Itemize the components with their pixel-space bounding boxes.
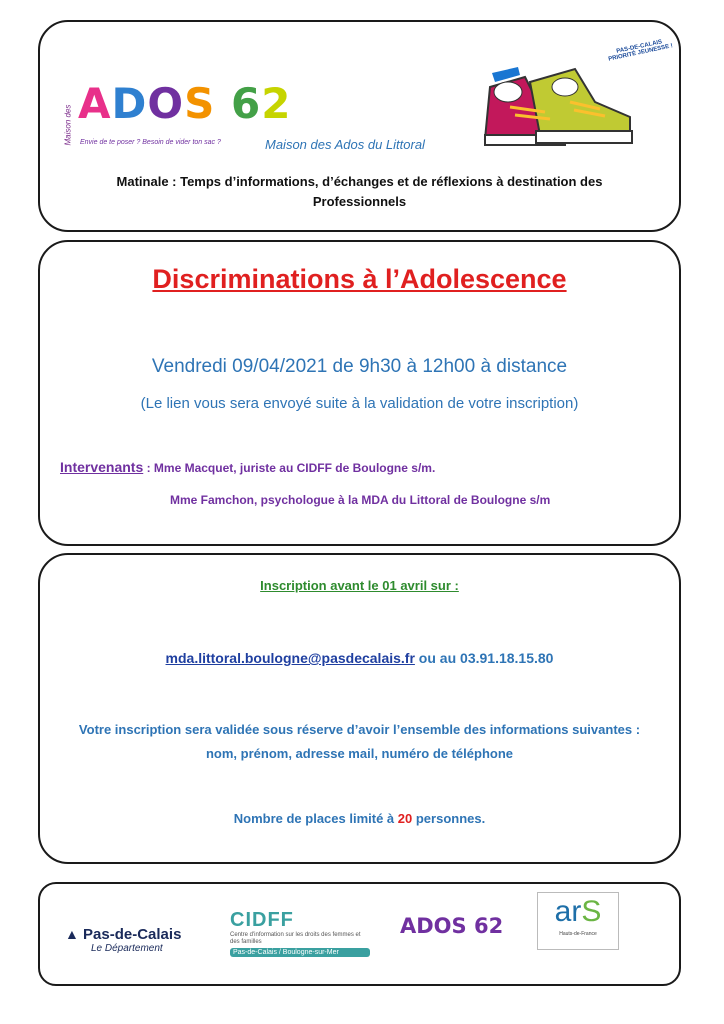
logo-letter: 6	[230, 79, 262, 128]
event-title: Discriminations à l’Adolescence	[152, 264, 567, 294]
logo-letter: A	[78, 79, 112, 128]
logo-side-text: Maison des	[63, 104, 73, 146]
logo-letter: S	[184, 79, 216, 128]
event-box	[38, 240, 681, 546]
registration-deadline: Inscription avant le 01 avril sur :	[260, 578, 459, 593]
email-link[interactable]: mda.littoral.boulogne@pasdecalais.fr	[165, 650, 415, 666]
phone-number: 03.91.18.15.80	[460, 650, 554, 666]
matinale-line: Matinale : Temps d’informations, d’échanges et de réflexions à destination des	[116, 174, 603, 189]
ados62-logo	[60, 77, 292, 157]
speakers-label: Intervenants	[60, 459, 144, 475]
ars-word	[538, 893, 618, 931]
places-prefix: Nombre de places limité à	[233, 811, 398, 826]
ars-logo	[537, 892, 619, 950]
sneakers-illustration	[470, 47, 650, 157]
logo-letter: 2	[261, 79, 292, 128]
mountain-icon: ▲	[65, 926, 79, 942]
validation-text	[40, 718, 679, 766]
header-box	[38, 20, 681, 232]
ars-sub: Hauts-de-France	[559, 931, 597, 937]
pdc-name: Pas-de-Calais	[83, 926, 182, 943]
validation-line: Votre inscription sera validée sous réserve d’avoir l’ensemble des informations suivantes :	[78, 722, 641, 737]
registration-box	[38, 553, 681, 864]
contact-line	[40, 650, 679, 666]
logo-letter	[215, 79, 231, 128]
event-date: Vendredi 09/04/2021 de 9h30 à 12h00 à distance	[151, 356, 568, 377]
cidff-band: Pas-de-Calais / Boulogne-sur-Mer	[230, 948, 370, 957]
pdc-name-row	[65, 926, 181, 943]
logo-letter: O	[147, 79, 185, 128]
ars-word-a: ar	[554, 895, 582, 928]
logo-tagline: Envie de te poser ? Besoin de vider ton sac ?	[80, 139, 221, 146]
cidff-desc: Centre d'information sur les droits des femmes et des familles	[230, 932, 361, 945]
places-line	[40, 811, 679, 826]
logo-letters	[78, 79, 291, 128]
speaker-2: Mme Famchon, psychologue à la MDA du Littoral de Boulogne s/m	[170, 493, 551, 507]
ados62-small-logo: ADOS 62	[400, 914, 504, 938]
places-count: 20	[397, 811, 413, 826]
cidff-name: CIDFF	[230, 909, 294, 931]
pas-de-calais-logo	[65, 926, 181, 954]
cidff-logo	[230, 909, 370, 957]
matinale-line: Professionnels	[312, 194, 407, 209]
or-text: ou au	[414, 650, 461, 666]
places-suffix: personnes.	[412, 811, 486, 826]
speakers-line	[60, 459, 435, 475]
matinale-text	[40, 172, 679, 212]
shoes-badge: PAS-DE-CALAIS PRIORITÉ JEUNESSE !	[607, 39, 674, 63]
speaker-1: : Mme Macquet, juriste au CIDFF de Boulogne s/m.	[143, 461, 436, 475]
logo-letter: D	[111, 79, 148, 128]
pdc-sub: Le Département	[91, 943, 163, 954]
link-note: (Le lien vous sera envoyé suite à la validation de votre inscription)	[140, 395, 579, 412]
validation-line: nom, prénom, adresse mail, numéro de téléphone	[205, 746, 514, 761]
mda-name: Maison des Ados du Littoral	[265, 137, 425, 152]
partners-footer	[38, 882, 681, 986]
ars-word-s: S	[581, 895, 602, 928]
